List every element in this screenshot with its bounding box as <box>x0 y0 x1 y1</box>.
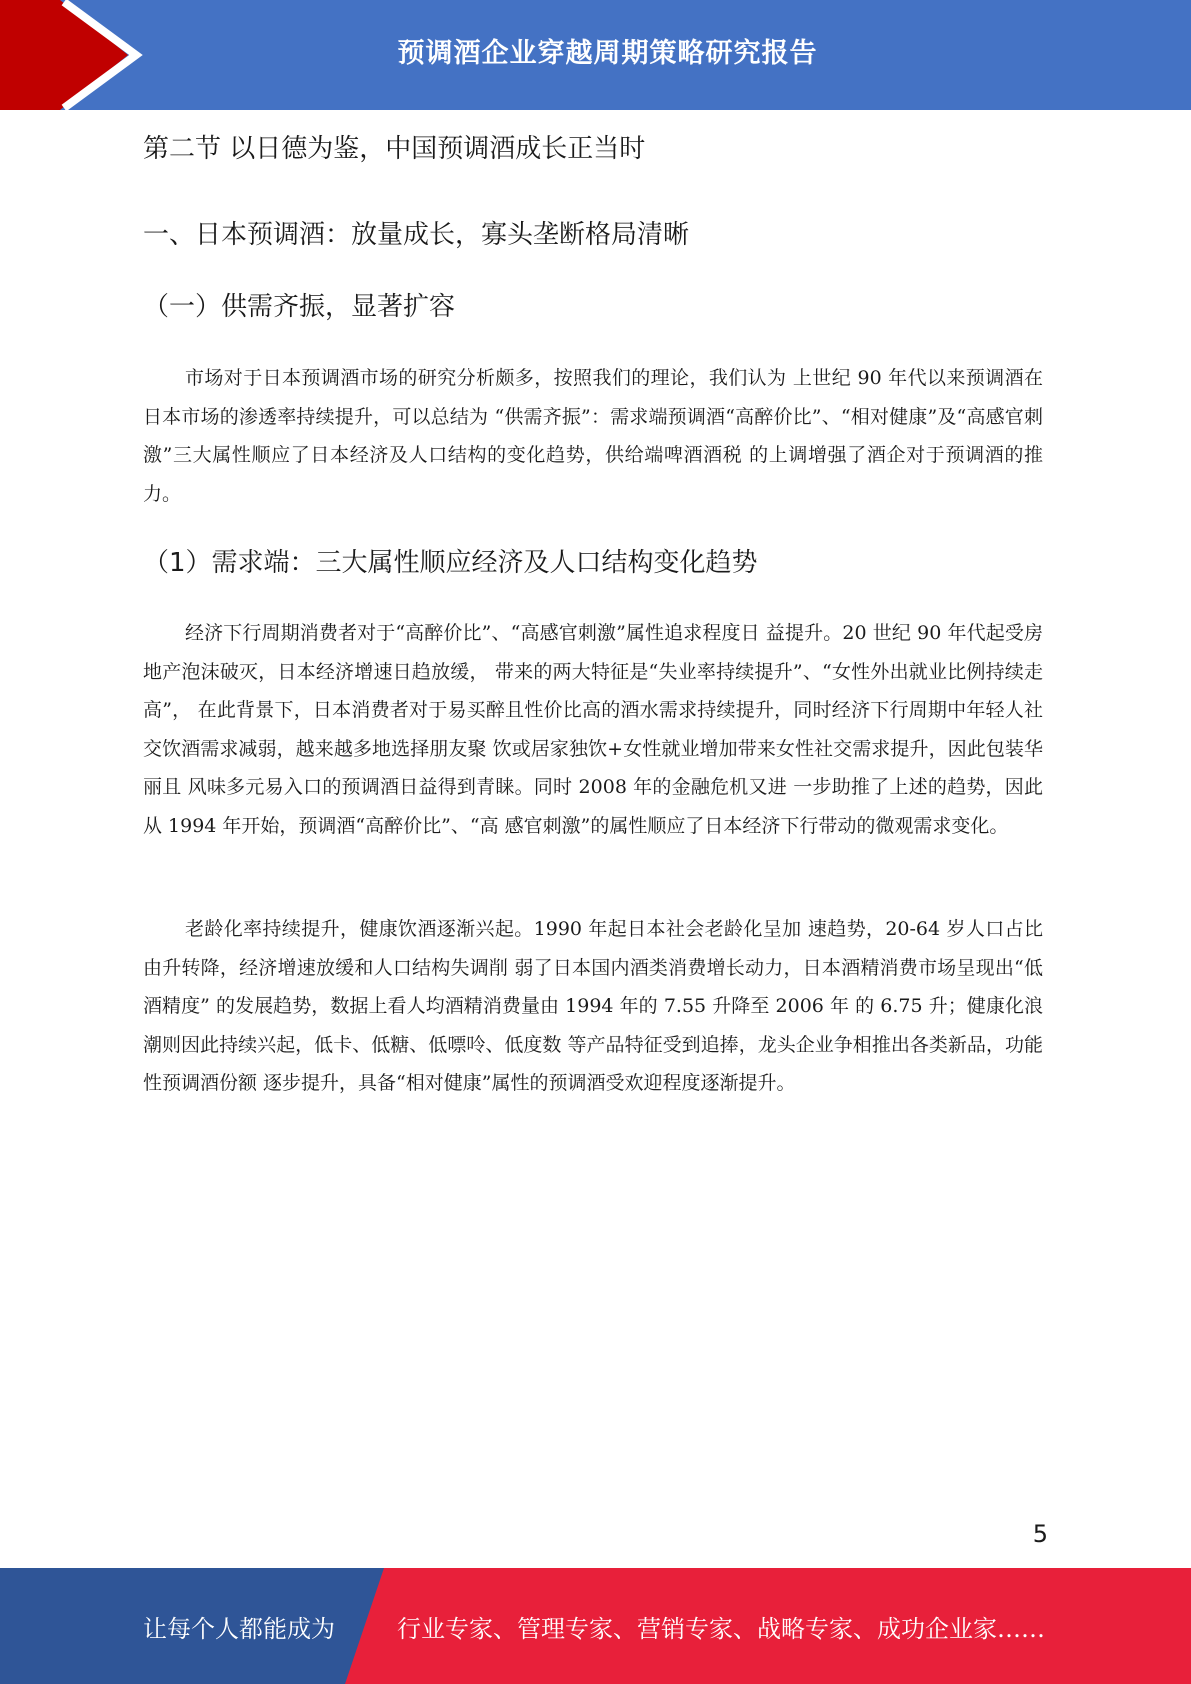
section-heading: 第二节 以日德为鉴，中国预调酒成长正当时 <box>143 134 646 164</box>
level3-heading: （1）需求端：三大属性顺应经济及人口结构变化趋势 <box>143 548 758 578</box>
footer-banner <box>0 1568 1191 1684</box>
level1-heading: 一、日本预调酒：放量成长，寡头垄断格局清晰 <box>143 220 690 250</box>
body-paragraph: 老龄化率持续提升，健康饮酒逐渐兴起。1990 年起日本社会老龄化呈加 速趋势，20-64 岁人口占比由升转降，经济增速放缓和人口结构失调削 弱了日本国内酒类消费增长动力，日本酒精消费市场呈现出“低酒精度” 的发展趋势，数据上看人均酒精消费量由 1994 年的 7.55 升降至 2006 年 的 6.75 升；健康化浪潮则因此持续兴起，低卡、低糖、低嘌呤、低度数 等产品特征受到追捧，龙头企业争相推出各类新品，功能性预调酒份额 逐步提升，具备“相对健康”属性的预调酒受欢迎程度逐渐提升。 <box>143 918 1043 1094</box>
report-title: 预调酒企业穿越周期策略研究报告 <box>397 37 818 69</box>
footer-slogan-left: 让每个人都能成为 <box>143 1614 335 1643</box>
footer-slogan-right: 行业专家、管理专家、营销专家、战略专家、成功企业家…… <box>397 1614 1045 1643</box>
page-number: 5 <box>1032 1520 1048 1548</box>
level2-heading: （一）供需齐振，显著扩容 <box>143 292 456 322</box>
body-paragraph: 市场对于日本预调酒市场的研究分析颇多，按照我们的理论，我们认为 上世纪 90 年代以来预调酒在日本市场的渗透率持续提升，可以总结为 “供需齐振”：需求端预调酒“高醉价比”、“相对健康”及“高感官刺 激”三大属性顺应了日本经济及人口结构的变化趋势，供给端啤酒酒税 的上调增强了酒企对于预调酒的推力。 <box>143 367 1043 505</box>
body-paragraph: 经济下行周期消费者对于“高醉价比”、“高感官刺激”属性追求程度日 益提升。20 世纪 90 年代起受房地产泡沫破灭，日本经济增速日趋放缓， 带来的两大特征是“失业率持续提升”、“女性外出就业比例持续走高”， 在此背景下，日本消费者对于易买醉且性价比高的酒水需求持续提升，同时经济下行周期中年轻人社交饮酒需求减弱，越来越多地选择朋友聚 饮或居家独饮+女性就业增加带来女性社交需求提升，因此包装华丽且 风味多元易入口的预调酒日益得到青睐。同时 2008 年的金融危机又进 一步助推了上述的趋势，因此从 1994 年开始，预调酒“高醉价比”、“高 感官刺激”的属性顺应了日本经济下行带动的微观需求变化。 <box>143 622 1043 837</box>
